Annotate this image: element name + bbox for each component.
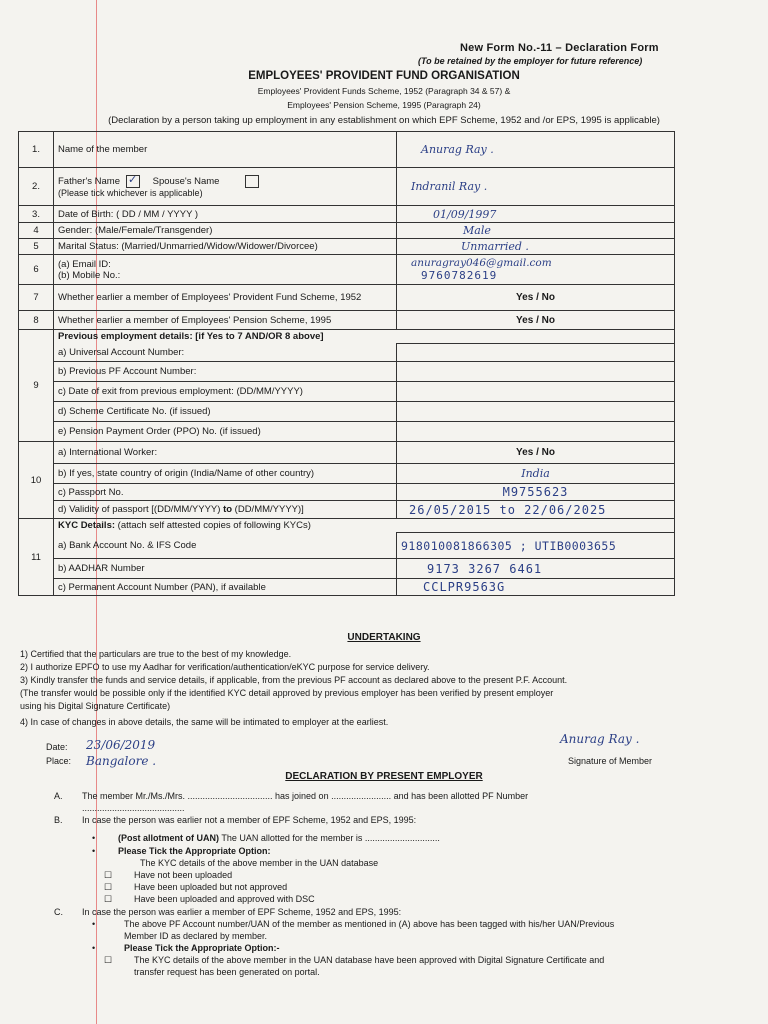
- option-checkbox[interactable]: ☐: [104, 894, 113, 904]
- spouse-name-label: Spouse's Name: [152, 176, 220, 188]
- row-10b: [19, 464, 675, 484]
- exit-date-value[interactable]: [397, 382, 675, 402]
- row-11-heading: [19, 519, 675, 533]
- mobile-value[interactable]: 9760782619: [421, 269, 498, 282]
- date-value[interactable]: 23/06/2019: [86, 738, 156, 752]
- section-c-text: In case the person was earlier a member of EPF Scheme, 1952 and EPS, 1995:: [82, 907, 402, 917]
- form-title: New Form No.-11 – Declaration Form: [460, 42, 659, 54]
- row-11a: [19, 533, 675, 559]
- undertaking-title: UNDERTAKING: [347, 632, 421, 643]
- undertaking-item-3-cont-2: using his Digital Signature Certificate): [20, 701, 171, 711]
- row-9b: [19, 362, 675, 382]
- kyc-approved-text-cont: transfer request has been generated on portal.: [134, 967, 320, 977]
- option-checkbox[interactable]: ☐: [104, 882, 113, 892]
- bullet-icon: •: [92, 846, 96, 856]
- row-number: 8: [19, 311, 54, 330]
- passport-validity-value[interactable]: 26/05/2015 to 22/06/2025: [409, 502, 607, 517]
- row-4: [19, 223, 675, 239]
- epf-member-label: Whether earlier a member of Employees' Provident Fund Scheme, 1952: [54, 285, 397, 311]
- email-value[interactable]: anuragray046@gmail.com: [411, 257, 552, 269]
- employer-declaration-title: DECLARATION BY PRESENT EMPLOYER: [285, 771, 483, 782]
- father-checkbox[interactable]: ✓: [126, 175, 140, 188]
- bullet-icon: •: [92, 919, 96, 929]
- father-name-value[interactable]: Indranil Ray .: [411, 180, 488, 193]
- undertaking-item-3-cont: (The transfer would be possible only if the identified KYC detail approved by previous employer has been verified by present employer: [20, 688, 554, 698]
- scheme-line-2: Employees' Pension Scheme, 1995 (Paragraph 24): [287, 100, 481, 110]
- kyc-heading: KYC Details:: [58, 520, 116, 531]
- prev-pf-label: b) Previous PF Account Number:: [54, 362, 397, 382]
- member-details-table: [18, 131, 675, 596]
- epf-member-yes-no[interactable]: Yes / No: [516, 292, 555, 303]
- undertaking-item-2: 2) I authorize EPFO to use my Aadhar for verification/authentication/eKYC purpose for service delivery.: [20, 662, 430, 672]
- passport-value[interactable]: M9755623: [502, 485, 569, 499]
- spouse-checkbox[interactable]: [245, 175, 259, 188]
- dob-value[interactable]: 01/09/1997: [433, 207, 497, 221]
- aadhar-value[interactable]: 9173 3267 6461: [427, 561, 543, 576]
- member-name-value[interactable]: Anurag Ray .: [421, 143, 494, 156]
- undertaking-item-3: 3) Kindly transfer the funds and service details, if applicable, from the previous PF account as declared above to the present P.F. Account.: [20, 675, 568, 685]
- row-number: 10: [19, 442, 54, 519]
- father-name-label: Father's Name: [58, 176, 121, 188]
- bullet-icon: •: [92, 833, 96, 843]
- row-number: 9: [19, 330, 54, 442]
- undertaking-item-1: 1) Certified that the particulars are true to the best of my knowledge.: [20, 649, 292, 659]
- uan-label: a) Universal Account Number:: [54, 344, 397, 362]
- bank-account-value[interactable]: 918010081866305 ; UTIB0003655: [401, 538, 617, 553]
- row-11b: [19, 559, 675, 579]
- marital-status-label: Marital Status: (Married/Unmarried/Widow/Widower/Divorcee): [54, 239, 397, 255]
- uan-value[interactable]: [397, 344, 675, 362]
- mobile-label: (b) Mobile No.:: [58, 269, 121, 281]
- row-8: [19, 311, 675, 330]
- row-number: 2.: [19, 168, 54, 206]
- pan-value[interactable]: CCLPR9563G: [423, 580, 506, 594]
- bank-account-label: a) Bank Account No. & IFS Code: [54, 533, 397, 559]
- intl-worker-yes-no[interactable]: Yes / No: [516, 447, 555, 458]
- option-uploaded-approved: Have been uploaded and approved with DSC: [134, 894, 315, 904]
- eps-member-yes-no[interactable]: Yes / No: [516, 314, 555, 326]
- row-5: [19, 239, 675, 255]
- passport-validity-to: to: [223, 504, 233, 515]
- prev-pf-value[interactable]: [397, 362, 675, 382]
- tagged-text-cont: Member ID as declared by member.: [124, 931, 268, 941]
- scheme-line-1: Employees' Provident Funds Scheme, 1952 (Paragraph 34 & 57) &: [257, 86, 511, 96]
- row-number: 3.: [19, 206, 54, 223]
- row-9e: [19, 422, 675, 442]
- row-number: 5: [19, 239, 54, 255]
- option-checkbox[interactable]: ☐: [104, 870, 113, 880]
- row-10d: [19, 501, 675, 519]
- row-number: 7: [19, 285, 54, 311]
- section-a-text: The member Mr./Ms./Mrs. .................................. has joined on ........................ and has been allotted PF Number: [82, 791, 529, 801]
- row-3: [19, 206, 675, 223]
- passport-validity-label-end: (DD/MM/YYYY)]: [232, 504, 304, 515]
- country-value[interactable]: India: [521, 467, 550, 480]
- row-number: 6: [19, 255, 54, 285]
- option-checkbox[interactable]: ☐: [104, 955, 113, 965]
- row-7: [19, 285, 675, 311]
- passport-validity-label: d) Validity of passport [(DD/MM/YYYY): [58, 504, 224, 515]
- gender-label: Gender: (Male/Female/Transgender): [54, 223, 397, 239]
- email-label: (a) Email ID:: [58, 258, 111, 270]
- marital-status-value[interactable]: Unmarried .: [461, 240, 529, 253]
- row-2: [19, 168, 675, 206]
- row-10c: [19, 484, 675, 501]
- section-a-label: A.: [54, 791, 63, 801]
- tick-note: (Please tick whichever is applicable): [58, 188, 203, 198]
- kyc-details-text: The KYC details of the above member in the UAN database: [140, 858, 379, 868]
- dob-label: Date of Birth: ( DD / MM / YYYY ): [54, 206, 397, 223]
- tagged-text: The above PF Account number/UAN of the member as mentioned in (A) above has been tagged with his/her UAN/Previous: [124, 919, 615, 929]
- kyc-heading-note: (attach self attested copies of following KYCs): [115, 520, 311, 531]
- post-allotment-label: (Post allotment of UAN): [118, 833, 219, 843]
- ppo-value[interactable]: [397, 422, 675, 442]
- exit-date-label: c) Date of exit from previous employment: (DD/MM/YYYY): [54, 382, 397, 402]
- section-b-text: In case the person was earlier not a member of EPF Scheme, 1952 and EPS, 1995:: [82, 815, 417, 825]
- kyc-approved-text: The KYC details of the above member in the UAN database have been approved with Digital Signature Certificate and: [134, 955, 605, 965]
- place-value[interactable]: Bangalore .: [86, 754, 157, 768]
- tick-option-label-c: Please Tick the Appropriate Option:-: [124, 943, 280, 953]
- date-label: Date:: [46, 742, 68, 752]
- scheme-cert-value[interactable]: [397, 402, 675, 422]
- row-9c: [19, 382, 675, 402]
- signature-label: Signature of Member: [568, 756, 653, 766]
- tick-option-label: Please Tick the Appropriate Option:: [118, 846, 271, 856]
- eps-member-label: Whether earlier a member of Employees' Pension Scheme, 1995: [54, 311, 397, 330]
- country-label: b) If yes, state country of origin (India/Name of other country): [54, 464, 397, 484]
- option-uploaded-not-approved: Have been uploaded but not approved: [134, 882, 288, 892]
- member-name-label: Name of the member: [54, 132, 397, 168]
- intl-worker-label: a) International Worker:: [54, 442, 397, 464]
- scheme-cert-label: d) Scheme Certificate No. (if issued): [54, 402, 397, 422]
- gender-value[interactable]: Male: [463, 224, 491, 237]
- row-9-heading: [19, 330, 675, 344]
- org-name: EMPLOYEES' PROVIDENT FUND ORGANISATION: [248, 70, 520, 82]
- pan-label: c) Permanent Account Number (PAN), if available: [54, 579, 397, 596]
- row-number: 4: [19, 223, 54, 239]
- bullet-icon: •: [92, 943, 96, 953]
- retained-note: (To be retained by the employer for future reference): [418, 56, 643, 66]
- previous-employment-heading: Previous employment details: [if Yes to 7 AND/OR 8 above]: [54, 330, 675, 344]
- member-signature[interactable]: Anurag Ray .: [560, 732, 640, 746]
- aadhar-label: b) AADHAR Number: [54, 559, 397, 579]
- row-1: [19, 132, 675, 168]
- section-c-label: C.: [54, 907, 63, 917]
- place-label: Place:: [46, 756, 72, 766]
- row-11c: [19, 579, 675, 596]
- row-9a: [19, 344, 675, 362]
- option-not-uploaded: Have not been uploaded: [134, 870, 233, 880]
- ppo-label: e) Pension Payment Order (PPO) No. (if issued): [54, 422, 397, 442]
- undertaking-item-4: 4) In case of changes in above details, the same will be intimated to employer at the earliest.: [20, 717, 389, 727]
- row-number: 1.: [19, 132, 54, 168]
- row-number: 11: [19, 519, 54, 596]
- uan-allotted-text: The UAN allotted for the member is ..............................: [219, 833, 440, 843]
- section-a-cont: .........................................: [82, 803, 185, 813]
- passport-label: c) Passport No.: [54, 484, 397, 501]
- row-10a: [19, 442, 675, 464]
- row-9d: [19, 402, 675, 422]
- declaration-line: (Declaration by a person taking up employment in any establishment on which EPF Scheme, 1952 and /or EPS, 1995 is applicable): [108, 115, 660, 126]
- row-6: [19, 255, 675, 285]
- section-b-label: B.: [54, 815, 63, 825]
